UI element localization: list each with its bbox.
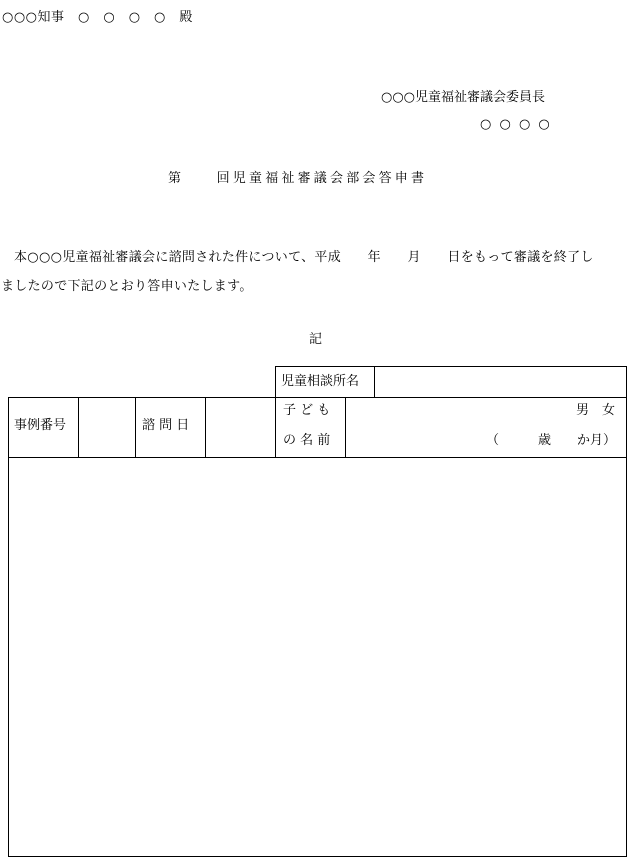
table-border [626,366,627,397]
recipient-line: ○○○知事 ○ ○ ○ ○ 殿 [2,10,193,25]
table-border [78,397,79,457]
center-name-label: 児童相談所名 [281,374,360,389]
table-border [275,366,627,367]
body-text-line-2: ましたので下記のとおり答申いたします。 [1,279,253,294]
document-title: 第 回児童福祉審議会部会答申書 [168,171,428,186]
age-line: （ 歳 か月） [486,433,617,448]
ki-heading: 記 [309,332,323,347]
body-text-line-1: 本○○○児童福祉審議会に諮問された件について、平成 年 月 日をもって審議を終了し [14,250,594,265]
inquiry-date-label: 諮 問 日 [142,418,190,433]
gender-options: 男 女 [576,403,616,418]
sender-title: ○○○児童福祉審議会委員長 [381,90,546,105]
child-name-label-line-2: の 名 前 [283,433,331,448]
case-number-label: 事例番号 [14,418,67,433]
table-border [8,397,627,398]
sender-name: ○ ○ ○ ○ [480,117,552,132]
table-border [275,366,276,397]
table-border [8,457,627,458]
table-border [345,397,346,457]
table-border [8,397,9,857]
table-border [275,397,276,457]
child-name-label-line-1: 子 ど も [283,403,331,418]
table-border [135,397,136,457]
table-border [205,397,206,457]
table-border [626,397,627,857]
table-border [374,366,375,397]
